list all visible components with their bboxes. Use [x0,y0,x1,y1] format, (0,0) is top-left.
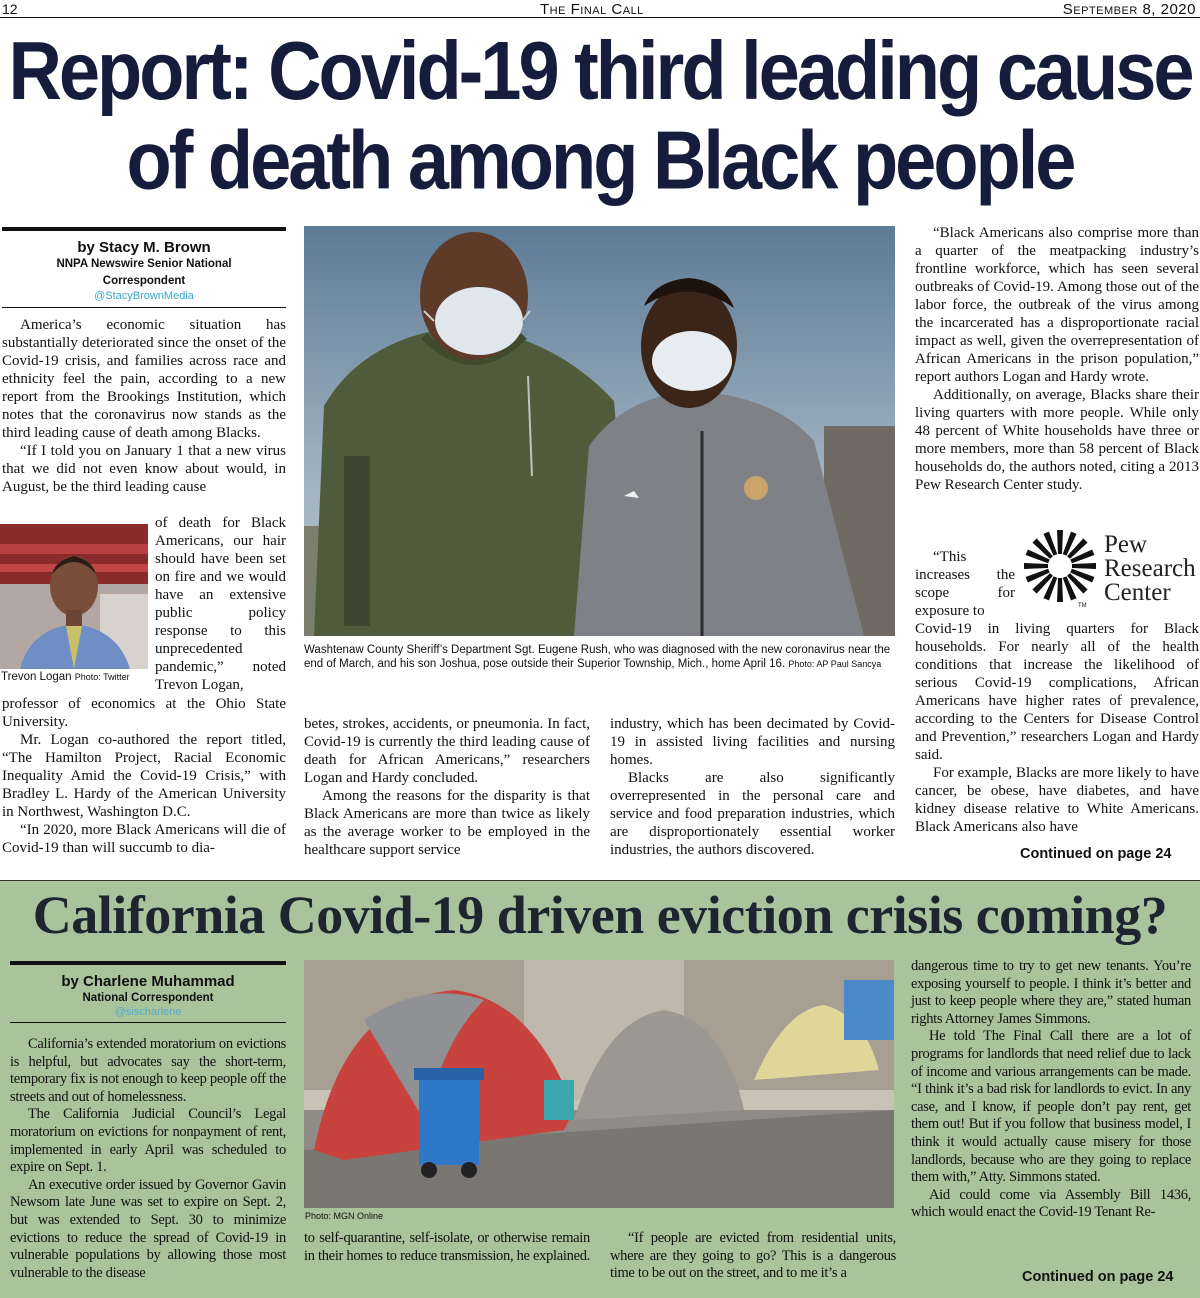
photo-credit: Photo: Twitter [74,672,130,682]
paragraph: industry, which has been decimated by Covid-19 in assisted living facilities and nursing homes. [610,716,895,768]
pew-research-logo [1020,516,1200,620]
continued-link-article1[interactable]: Continued on page 24 [1020,846,1172,862]
paragraph: The California Judicial Council’s Legal moratorium on evictions for nonpayment of rent, implemented in early April was scheduled to expire on Sept. 1. [10,1106,286,1176]
pew-line-2: Research [1104,555,1196,582]
article1-column-1 [2,316,286,496]
author-title-2: Correspondent [102,275,186,287]
pew-line-3: Center [1104,579,1171,606]
paragraph: betes, strokes, accidents, or pneumonia. In fact, Covid-19 is currently the third leading cause of death for African Americans,” researchers Logan and Hardy concluded. [304,716,590,786]
author-handle[interactable]: @StacyBrownMedia [94,290,194,302]
article2-column-1 [10,1036,286,1282]
photo-credit: Photo: AP Paul Sancya [788,659,882,669]
paragraph: California’s extended moratorium on evictions is helpful, but advocates say the short-term, temporary fix is not enough to keep people off the streets and out of homelessness. [10,1036,286,1105]
author-title: NNPA Newswire Senior National [56,258,232,270]
photo-credit: Photo: MGN Online [305,1211,384,1221]
trevon-logan-photo [0,524,148,669]
paragraph: dangerous time to try to get new tenants. You’re exposing yourself to people. I think it’s better and just to keep people where they are,” stated human rights Attorney James Simmons. [911,958,1191,1027]
paragraph: of death for Black Americans, our hair should have been set on fire and we would have an extensive public policy response to this unprecedented pandemic,” noted Trevon Logan, [155,515,286,693]
paragraph: Blacks are also significantly overrepresented in the personal care and service and food preparation industries, which are disproportionately essential worker industries, the authors discovered. [610,770,895,858]
continued-link-article2[interactable]: Continued on page 24 [1022,1269,1174,1285]
page-header [0,0,1200,18]
paragraph: “Black Americans also comprise more than a quarter of the meatpacking industry’s frontline workforce, which has seen several outbreaks of Covid-19. Among those out of the labor force, the outbreak of the virus among the incarcerated has a disproportionate racial impact as well, given the overrepresentation of African Americans in the prison population,” report authors Logan and Hardy wrote. [915,225,1199,385]
paragraph: For example, Blacks are more likely to have cancer, be obese, have diabetes, and have kidney disease relative to White Americans. Black Americans also have [915,765,1199,835]
issue-date: September 8, 2020 [1062,1,1196,18]
pew-tm: TM [1078,603,1087,609]
newspaper-name: The Final Call [540,1,644,18]
article1-column-4 [915,224,1199,494]
caption-name: Trevon Logan [1,671,72,683]
article1-column-1-cont [2,695,286,857]
headline-line-2: of death among Black people [126,113,1074,207]
paragraph: “If I told you on January 1 that a new virus that we did not even know about would, in August, be the third leading cause [2,443,286,495]
header-rule [0,17,1200,18]
article1-byline [2,227,286,308]
sheriff-and-son-photo [304,226,895,636]
paragraph: Mr. Logan co-authored the report titled, “The Hamilton Project, Racial Economic Inequality Amid the Covid-19 Crisis,” with Bradley L. Hardy of the American University in Northwest, Washington D.C. [2,732,286,820]
caption-text: Washtenaw County Sheriff’s Department Sgt. Eugene Rush, who was diagnosed with the new coronavirus near the end of March, and his son Joshua, pose outside their Superior Township, Mich., home April 16. [304,644,891,670]
article1-wrap-text [155,514,286,694]
paragraph: “In 2020, more Black Americans will die of Covid-19 than will succumb to dia- [2,822,286,856]
article2-column-2 [304,1230,590,1265]
paragraph: America’s economic situation has substantially deteriorated since the onset of the Covid-19 crisis, and families across race and ethnicity feel the pain, according to a new report from the Brookings Institution, which notes that the coronavirus now stands as the third leading cause of death among Blacks. [2,317,286,441]
main-photo-caption [304,643,895,671]
author-name: by Stacy M. Brown [77,239,211,256]
article1-column-4-cont [915,620,1199,836]
article1-column-3 [610,715,895,859]
paragraph: “This increases the scope for exposure to [915,549,1015,619]
logan-photo-caption [1,671,130,683]
author-title: National Correspondent [82,992,214,1004]
pew-line-1: Pew [1104,531,1148,558]
paragraph: to self-quarantine, self-isolate, or otherwise remain in their homes to reduce transmission, he explained. [304,1230,591,1264]
paragraph: He told The Final Call there are a lot of programs for landlords that need relief due to lack of income and various arrangements can be made. “I think it’s a bad risk for landlords to evict. In any case, and I know, if people don’t pay rent, get them out! But if you follow that business model, I think it would actually cause misery for those landlords, because who are they going to replace them with,” Atty. Simmons stated. [911,1028,1191,1186]
article1-column-2 [304,715,590,859]
headline-line-1: Report: Covid-19 third leading cause [8,23,1192,117]
page-number: 12 [2,1,18,17]
article1-headline [0,23,1200,207]
homeless-tents-photo [304,960,894,1208]
paragraph: Among the reasons for the disparity is that Black Americans are more than twice as likely as the average worker to be employed in the healthcare support service [304,788,590,858]
paragraph: “If people are evicted from residential units, where are they going to go? This is a dangerous time to be out on the street, and to me it’s a [610,1230,896,1282]
paragraph: professor of economics at the Ohio State University. [2,696,286,730]
paragraph: Additionally, on average, Blacks share their living quarters with more people. While only 48 percent of White households have three or more members, more than 58 percent of Black households do, the authors noted, citing a 2013 Pew Research Center study. [915,387,1199,493]
paragraph: Covid-19 in living quarters for Black households. For nearly all of the health conditions that increase the likelihood of serious Covid-19 complications, African Americans have higher rates of prevalence, according to the Centers for Disease Control and Prevention,” researchers Logan and Hardy said. [915,621,1199,763]
article2-column-3 [610,1230,896,1283]
paragraph: Aid could come via Assembly Bill 1436, which would enact the Covid-19 Tenant Re- [911,1186,1191,1221]
article2-byline [10,961,286,1023]
article2-headline: California Covid-19 driven eviction crisis coming? [32,885,1168,945]
paragraph: An executive order issued by Governor Gavin Newsom late June was set to expire on Sept. 2, but was extended to Sept. 30 to minimize evictions to reduce the spread of Covid-19 in vulnerable populations by allowing those most vulnerable to the disease [10,1176,286,1281]
author-handle[interactable]: @sischarlene [114,1006,182,1018]
article2-column-4 [911,958,1191,1222]
author-name: by Charlene Muhammad [61,973,235,990]
article1-wrap-text-2 [915,548,1015,620]
